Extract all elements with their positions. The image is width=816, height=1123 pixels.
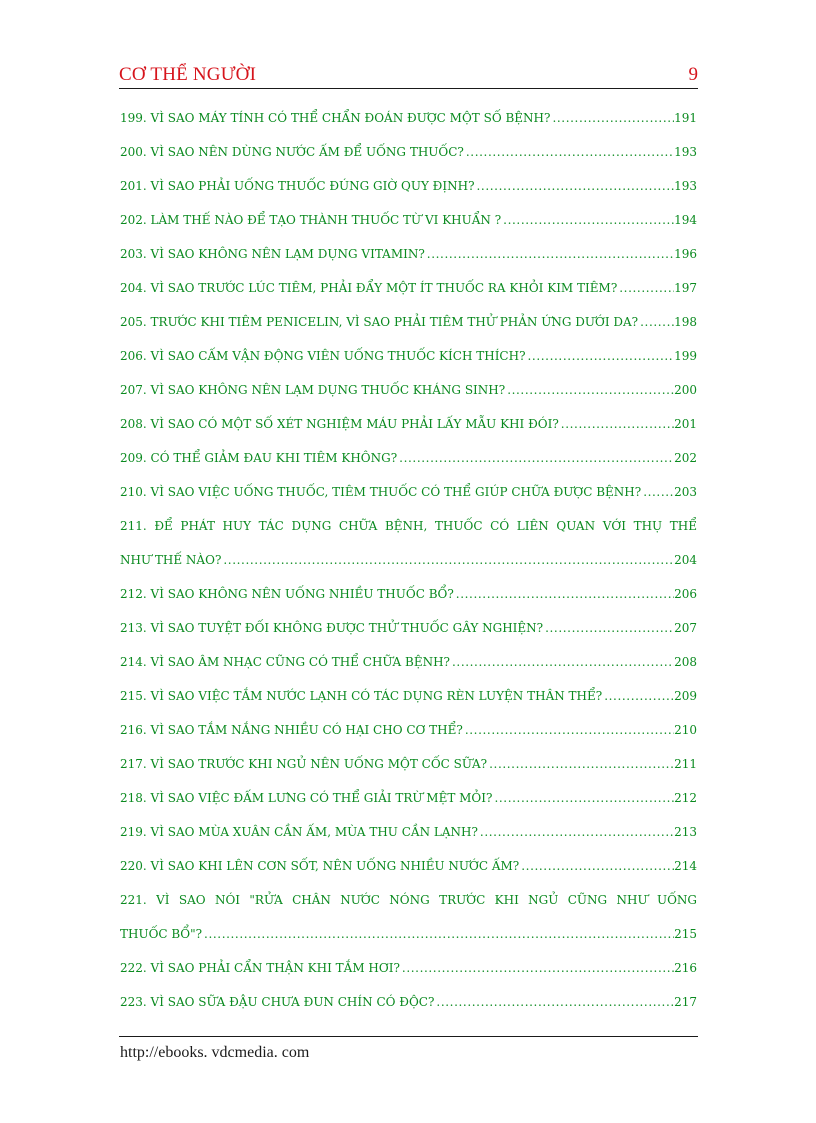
toc-entry-page: 199 (674, 349, 697, 363)
toc-entry-220[interactable] (120, 855, 697, 889)
toc-entry-200[interactable] (120, 141, 697, 175)
toc-entry-221[interactable] (120, 889, 697, 957)
toc-entry-page: 200 (674, 383, 697, 397)
dot-leader (559, 413, 674, 436)
toc-entry-title: 209. CÓ THỂ GIẢM ĐAU KHI TIÊM KHÔNG? (120, 451, 398, 465)
toc-entry-title: 213. VÌ SAO TUYỆT ĐỐI KHÔNG ĐƯỢC THỬ THUỐC GÂY NGHIỆN? (120, 621, 544, 635)
toc-entry-title: 206. VÌ SAO CẤM VẬN ĐỘNG VIÊN UỐNG THUỐC KÍCH THÍCH? (120, 349, 526, 363)
dot-leader (526, 345, 675, 368)
toc-entry-page: 215 (674, 927, 697, 941)
toc-entry-title: 201. VÌ SAO PHẢI UỐNG THUỐC ĐÚNG GIỜ QUY ĐỊNH? (120, 179, 475, 193)
toc-entry-page: 203 (674, 485, 697, 499)
dot-leader (463, 719, 674, 742)
dot-leader (550, 107, 674, 130)
toc-entry-202[interactable] (120, 209, 697, 243)
dot-leader (450, 651, 674, 674)
toc-entry-page: 193 (674, 179, 697, 193)
toc-entry-219[interactable] (120, 821, 697, 855)
toc-entry-212[interactable] (120, 583, 697, 617)
footer-url[interactable]: http://ebooks. vdcmedia. com (120, 1044, 310, 1061)
toc-entry-page: 211 (674, 757, 697, 771)
toc-entry-title: 207. VÌ SAO KHÔNG NÊN LẠM DỤNG THUỐC KHÁNG SINH? (120, 383, 506, 397)
toc-entry-211[interactable] (120, 515, 697, 583)
dot-leader (397, 447, 674, 470)
toc-entry-title-line2: NHƯ THẾ NÀO? (120, 553, 222, 567)
toc-entry-page: 208 (674, 655, 697, 669)
dot-leader (543, 617, 674, 640)
toc-entry-page: 196 (674, 247, 697, 261)
toc-entry-page: 207 (674, 621, 697, 635)
dot-leader (492, 787, 674, 810)
toc-entry-title: 199. VÌ SAO MÁY TÍNH CÓ THỂ CHẨN ĐOÁN ĐƯỢC MỘT SỐ BỆNH? (120, 111, 551, 125)
toc-entry-209[interactable] (120, 447, 697, 481)
toc-entry-page: 204 (674, 553, 697, 567)
dot-leader (638, 311, 674, 334)
dot-leader (478, 821, 674, 844)
dot-leader (434, 991, 674, 1014)
toc-entry-201[interactable] (120, 175, 697, 209)
toc-entry-page: 191 (674, 111, 697, 125)
toc-entry-215[interactable] (120, 685, 697, 719)
toc-entry-title: 222. VÌ SAO PHẢI CẨN THẬN KHI TẮM HƠI? (120, 961, 400, 975)
toc-entry-218[interactable] (120, 787, 697, 821)
toc-entry-title-line2: THUỐC BỔ"? (120, 927, 203, 941)
toc-entry-title-line1: 211. ĐỂ PHÁT HUY TÁC DỤNG CHỮA BỆNH, THUỐC CÓ LIÊN QUAN VỚI THỤ THỂ (120, 519, 697, 533)
toc-entry-title: 218. VÌ SAO VIỆC ĐẤM LƯNG CÓ THỂ GIẢI TRỪ MỆT MỎI? (120, 791, 493, 805)
dot-leader (501, 209, 674, 232)
toc-entry-199[interactable] (120, 107, 697, 141)
toc-entry-213[interactable] (120, 617, 697, 651)
toc-entry-title: 204. VÌ SAO TRƯỚC LÚC TIÊM, PHẢI ĐẨY MỘT ÍT THUỐC RA KHỎI KIM TIÊM? (120, 281, 618, 295)
dot-leader (487, 753, 674, 776)
toc-entry-page: 197 (674, 281, 697, 295)
toc-entry-title: 202. LÀM THẾ NÀO ĐỂ TẠO THÀNH THUỐC TỪ VI KHUẨN ? (120, 213, 502, 227)
toc-entry-title: 216. VÌ SAO TẮM NẮNG NHIỀU CÓ HẠI CHO CƠ THỂ? (120, 723, 463, 737)
toc-entry-206[interactable] (120, 345, 697, 379)
table-of-contents (120, 107, 697, 1025)
toc-entry-207[interactable] (120, 379, 697, 413)
toc-entry-222[interactable] (120, 957, 697, 991)
toc-entry-title: 212. VÌ SAO KHÔNG NÊN UỐNG NHIỀU THUỐC BỔ? (120, 587, 454, 601)
toc-entry-title: 223. VÌ SAO SỮA ĐẬU CHƯA ĐUN CHÍN CÓ ĐỘC? (120, 995, 435, 1009)
toc-entry-205[interactable] (120, 311, 697, 345)
toc-entry-223[interactable] (120, 991, 697, 1025)
toc-entry-214[interactable] (120, 651, 697, 685)
toc-entry-203[interactable] (120, 243, 697, 277)
toc-entry-title-line1: 221. VÌ SAO NÓI "RỬA CHÂN NƯỚC NÓNG TRƯỚC KHI NGỦ CŨNG NHƯ UỐNG (120, 893, 697, 907)
toc-entry-page: 217 (674, 995, 697, 1009)
toc-entry-217[interactable] (120, 753, 697, 787)
toc-entry-204[interactable] (120, 277, 697, 311)
dot-leader (221, 549, 674, 572)
dot-leader (641, 481, 674, 504)
dot-leader (202, 923, 674, 946)
page-header (119, 62, 698, 89)
page-footer (119, 1036, 698, 1061)
toc-entry-page: 193 (674, 145, 697, 159)
toc-entry-page: 212 (674, 791, 697, 805)
toc-entry-title: 210. VÌ SAO VIỆC UỐNG THUỐC, TIÊM THUỐC CÓ THỂ GIÚP CHỮA ĐƯỢC BỆNH? (120, 485, 642, 499)
toc-entry-216[interactable] (120, 719, 697, 753)
toc-entry-title: 200. VÌ SAO NÊN DÙNG NƯỚC ẤM ĐỂ UỐNG THUỐC? (120, 145, 464, 159)
dot-leader (475, 175, 675, 198)
dot-leader (454, 583, 674, 606)
toc-entry-page: 214 (674, 859, 697, 873)
dot-leader (519, 855, 674, 878)
dot-leader (425, 243, 674, 266)
toc-entry-title: 208. VÌ SAO CÓ MỘT SỐ XÉT NGHIỆM MÁU PHẢI LẤY MẪU KHI ĐÓI? (120, 417, 559, 431)
toc-entry-page: 194 (674, 213, 697, 227)
toc-entry-page: 216 (674, 961, 697, 975)
dot-leader (617, 277, 674, 300)
dot-leader (400, 957, 674, 980)
dot-leader (602, 685, 674, 708)
toc-entry-title: 217. VÌ SAO TRƯỚC KHI NGỦ NÊN UỐNG MỘT CỐC SỮA? (120, 757, 488, 771)
toc-entry-title: 214. VÌ SAO ÂM NHẠC CŨNG CÓ THỂ CHỮA BỆNH? (120, 655, 450, 669)
toc-entry-208[interactable] (120, 413, 697, 447)
toc-entry-title: 205. TRƯỚC KHI TIÊM PENICELIN, VÌ SAO PHẢI TIÊM THỬ PHẢN ỨNG DƯỚI DA? (120, 315, 639, 329)
toc-entry-title: 215. VÌ SAO VIỆC TẮM NƯỚC LẠNH CÓ TÁC DỤNG RÈN LUYỆN THÂN THỂ? (120, 689, 603, 703)
book-title: CƠ THỂ NGƯỜI (119, 64, 257, 85)
toc-entry-page: 202 (674, 451, 697, 465)
toc-entry-title: 220. VÌ SAO KHI LÊN CƠN SỐT, NÊN UỐNG NHIỀU NƯỚC ẤM? (120, 859, 520, 873)
toc-entry-title: 203. VÌ SAO KHÔNG NÊN LẠM DỤNG VITAMIN? (120, 247, 425, 261)
page-number: 9 (688, 64, 698, 85)
toc-entry-page: 198 (674, 315, 697, 329)
dot-leader (505, 379, 674, 402)
toc-entry-page: 201 (674, 417, 697, 431)
toc-entry-page: 213 (674, 825, 697, 839)
toc-entry-title: 219. VÌ SAO MÙA XUÂN CẦN ẤM, MÙA THU CẦN LẠNH? (120, 825, 478, 839)
toc-entry-page: 209 (674, 689, 697, 703)
toc-entry-page: 210 (674, 723, 697, 737)
toc-entry-page: 206 (674, 587, 697, 601)
toc-entry-210[interactable] (120, 481, 697, 515)
dot-leader (464, 141, 674, 164)
